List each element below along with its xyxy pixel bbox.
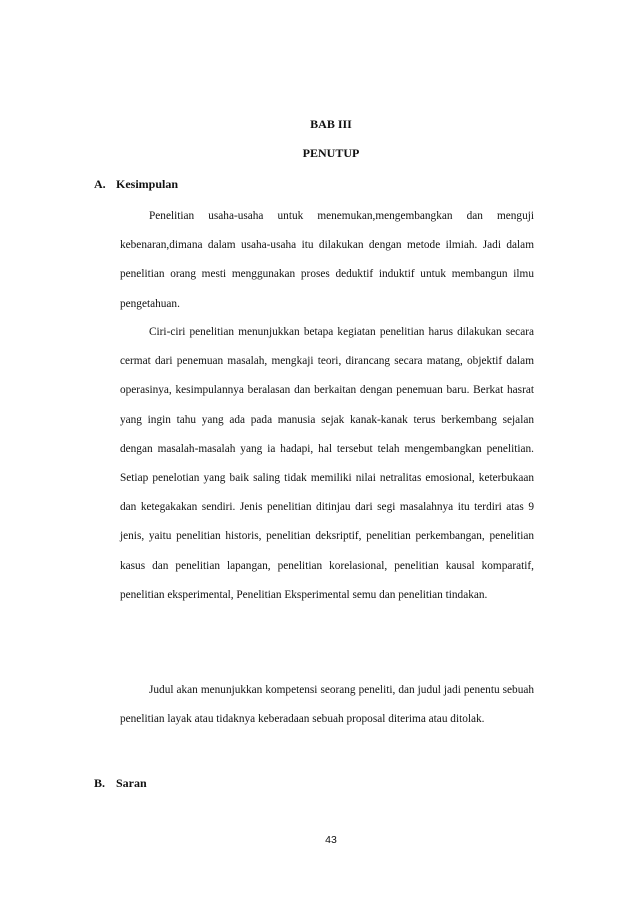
paragraph-text: Judul akan menunjukkan kompetensi seorang peneliti, dan judul jadi penentu sebuah penelitian layak atau tidaknya keberadaan sebuah proposal diterima atau ditolak. xyxy=(120,684,534,726)
paragraph-text: Ciri-ciri penelitian menunjukkan betapa kegiatan penelitian harus dilakukan secara cermat dari penemuan masalah, mengkaji teori, dirancang secara matang, objektif dalam operasinya, kesimpulannya beralasan dan berkaitan dengan penemuan baru. Berkat hasrat yang ingin tahu yang ada pada manusia sejak kanak-kanak terus berkembang sejalan dengan masalah-masalah yang ia hadapi, hal tersebut telah mengembangkan penelitian. Setiap penelotian yang baik saling tidak memiliki nilai netralitas emosional, keterbukaan dan ketegakakan sendiri. Jenis penelitian ditinjau dari segi masalahnya itu terdiri atas 9 jenis, yaitu penelitian historis, penelitian deksriptif, penelitian perkembangan, penelitian kasus dan penelitian lapangan, penelitian korelasional, penelitian kausal komparatif, penelitian eksperimental, Penelitian Eksperimental semu dan penelitian tindakan. xyxy=(120,326,534,601)
paragraph xyxy=(120,318,534,610)
paragraph xyxy=(120,202,534,319)
paragraph xyxy=(120,676,534,734)
paragraph-text: Penelitian usaha-usaha untuk menemukan,mengembangkan dan menguji kebenaran,dimana dalam usaha-usaha itu dilakukan dengan metode ilmiah. Jadi dalam penelitian orang mesti menggunakan proses deduktif induktif untuk membangun ilmu pengetahuan. xyxy=(120,210,534,310)
section-letter: A. xyxy=(94,177,106,191)
section-title: Kesimpulan xyxy=(116,177,179,191)
section-heading-saran xyxy=(94,776,147,791)
section-title: Saran xyxy=(116,776,147,790)
section-letter: B. xyxy=(94,776,106,790)
chapter-title: PENUTUP xyxy=(302,146,360,160)
chapter-label: BAB III xyxy=(310,117,352,131)
section-heading-kesimpulan xyxy=(94,177,178,192)
page-number: 43 xyxy=(325,834,337,846)
